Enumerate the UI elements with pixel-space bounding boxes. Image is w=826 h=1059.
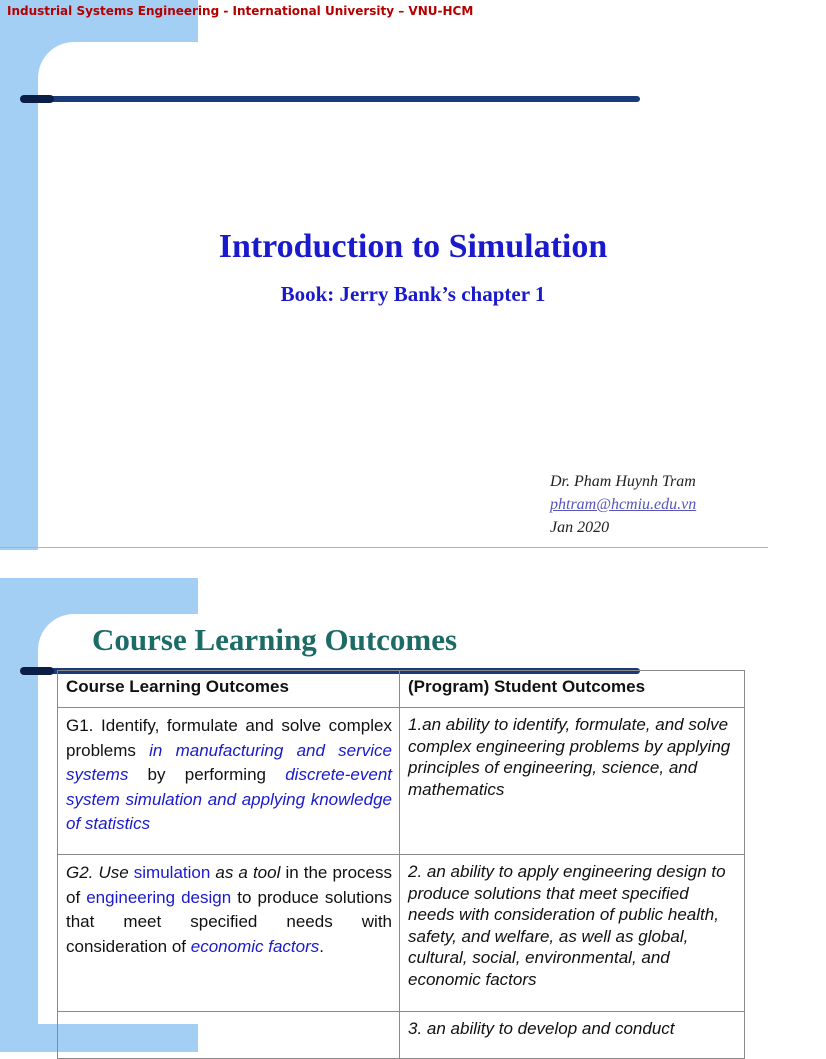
slide-title: Introduction to Simulation [218,228,608,265]
slide-title: Course Learning Outcomes [92,622,458,657]
header-course-outcomes: Course Learning Outcomes [58,671,400,708]
g2-text-3: in the process of [66,863,392,907]
title-rule-cap [20,667,54,675]
g2-text-4: to produce solutions that meet specified needs with consideration of [66,887,392,956]
institution-header: Industrial Systems Engineering - International University – VNU-HCM [7,4,474,18]
author-block [550,470,696,539]
title-rule-cap [20,95,54,103]
g2-text-5: . [319,936,324,956]
g1-highlight-simulation: discrete-event system simulation and applying knowledge of statistics [66,765,392,833]
slide-divider [0,547,768,548]
g2-highlight-simulation: simulation [133,863,211,882]
outcome-g2 [58,855,400,1012]
outcome-g1 [58,708,400,855]
student-outcome-3: 3. an ability to develop and conduct [400,1012,745,1059]
g2-highlight-economic: economic factors [190,936,320,956]
student-outcome-2: 2. an ability to apply engineering design to produce solutions that meet specified needs with consideration of public health, safety, and welfare, as well as global, cultural, social, environmental, and economic factors [400,855,745,1012]
g2-text: G2. Use [66,863,134,882]
slide-subtitle: Book: Jerry Bank’s chapter 1 [280,282,546,306]
outcomes-table [57,670,745,1059]
g2-text-2: as a tool [210,863,281,882]
title-rule [22,96,640,102]
table-row [58,855,745,1012]
table-row [58,1012,745,1059]
table-row [58,708,745,855]
table-header-row [58,671,745,708]
title-slide [0,0,768,550]
outcome-g3 [58,1012,400,1059]
g1-text-2: by performing [128,765,286,784]
g2-highlight-design: engineering design [86,887,232,907]
g1-highlight-systems: in manufacturing and service systems [66,740,393,784]
author-email-link[interactable]: phtram@hcmiu.edu.vn [550,496,697,513]
author-name: Dr. Pham Huynh Tram [550,473,696,490]
outcomes-slide [0,550,768,1038]
g1-text: G1. Identify, formulate and solve complex problems [66,716,392,760]
presentation-date: Jan 2020 [550,519,610,536]
student-outcome-1: 1.an ability to identify, formulate, and solve complex engineering problems by applying principles of engineering, science, and mathematics [400,708,745,855]
header-student-outcomes: (Program) Student Outcomes [400,671,745,708]
